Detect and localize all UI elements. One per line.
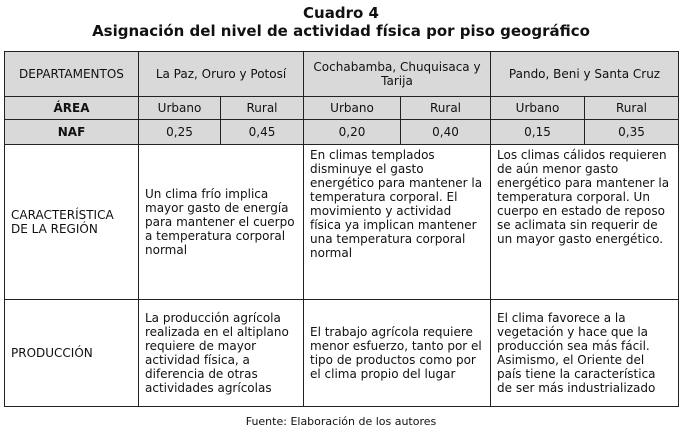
table-title: Asignación del nivel de actividad física por piso geográfico — [92, 22, 590, 40]
area-label: ÁREA — [5, 97, 139, 120]
area-cell: Rural — [401, 97, 491, 120]
area-row — [5, 97, 679, 120]
naf-cell: 0,25 — [139, 120, 221, 145]
activity-level-table — [4, 51, 679, 407]
caracteristica-label: CARACTERÍSTICA DE LA REGIÓN — [5, 145, 139, 300]
area-cell: Rural — [221, 97, 304, 120]
produccion-cell: El trabajo agrícola requiere menor esfuerzo, tanto por el tipo de productos como por el clima propio del lugar — [304, 300, 491, 407]
area-cell: Urbano — [139, 97, 221, 120]
group-la-paz-oruro-potosi: La Paz, Oruro y Potosí — [139, 52, 304, 97]
area-cell: Urbano — [304, 97, 401, 120]
produccion-row — [5, 300, 679, 407]
naf-cell: 0,35 — [585, 120, 679, 145]
group-pando-beni-santa-cruz: Pando, Beni y Santa Cruz — [491, 52, 679, 97]
produccion-label: PRODUCCIÓN — [5, 300, 139, 407]
naf-cell: 0,20 — [304, 120, 401, 145]
area-cell: Urbano — [491, 97, 585, 120]
produccion-cell: La producción agrícola realizada en el altiplano requiere de mayor actividad física, a diferencia de otras actividades agrícolas — [139, 300, 304, 407]
naf-cell: 0,45 — [221, 120, 304, 145]
naf-label: NAF — [5, 120, 139, 145]
naf-cell: 0,15 — [491, 120, 585, 145]
caracteristica-cell: Un clima frío implica mayor gasto de energía para mantener el cuerpo a temperatura corporal normal — [139, 145, 304, 300]
naf-cell: 0,40 — [401, 120, 491, 145]
naf-row — [5, 120, 679, 145]
produccion-cell: El clima favorece a la vegetación y hace que la producción sea más fácil. Asimismo, el Oriente del país tiene la característica de ser más industrializado — [491, 300, 679, 407]
group-cochabamba-chuquisaca-tarija: Cochabamba, Chuquisaca y Tarija — [304, 52, 491, 97]
caracteristica-cell: Los climas cálidos requieren de aún menor gasto energético para mantener la temperatura corporal. Un cuerpo en estado de reposo se aclimata sin requerir de un mayor gasto energético. — [491, 145, 679, 300]
area-cell: Rural — [585, 97, 679, 120]
departamentos-label: DEPARTAMENTOS — [5, 52, 139, 97]
caracteristica-row — [5, 145, 679, 300]
source-note: Fuente: Elaboración de los autores — [245, 415, 437, 428]
caracteristica-cell: En climas templados disminuye el gasto energético para mantener la temperatura corporal. El movimiento y actividad física ya implican mantener una temperatura corporal normal — [304, 145, 491, 300]
table-number-title: Cuadro 4 — [303, 4, 379, 22]
header-row — [5, 52, 679, 97]
